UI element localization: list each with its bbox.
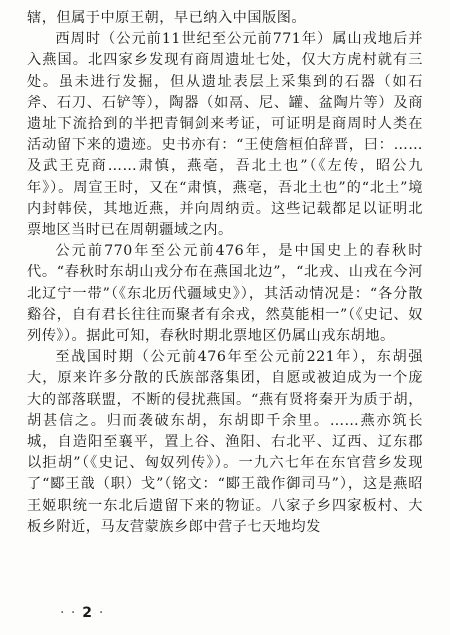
page-number: 2 (82, 605, 93, 621)
body-text (27, 8, 423, 538)
paragraph-western-zhou: 西周时（公元前11世纪至公元前771年）属山戎地后并入燕国。北四家乡发现有商周遗址七处，仅大方虎村就有三处。虽未进行发掘，但从遗址表层上采集到的石器（如石斧、石刀、石铲等），陶器（如鬲、尼、罐、盆陶片等）及商遗址下流拾到的半把青铜剑来考证，可证明是商周时人类在活动留下来的遗迹。史书亦有：“王使詹桓伯辞晋，曰：……及武王克商……肃慎，燕亳，吾北土也”（《左传，昭公九年》）。周宣王时，又在“肃慎，燕亳，吾北土也”的“北土”境内封韩侯，其地近燕，并向周纳贡。这些记载都足以证明北票地区当时已在周朝疆域之内。 (27, 31, 423, 239)
page-footer (60, 605, 104, 621)
footer-trailer: · (98, 605, 105, 621)
paragraph-continuation: 辖，但属于中原王朝，早已纳入中国版图。 (27, 10, 307, 26)
paragraph-spring-autumn: 公元前770年至公元前476年，是中国史上的春秋时代。“春秋时东胡山戎分布在燕国北边”，“北戎、山戎在今河北辽宁一带”（《东北历代疆域史》），其活动情况是：“各分散谿谷，自有君长往往而聚者有余戎，然莫能相一”（《史记、奴列传》）。据此可知，春秋时期北票地区仍属山戎东胡地。 (27, 243, 423, 345)
paragraph-warring-states: 至战国时期（公元前476年至公元前221年），东胡强大，原来许多分散的氏族部落集团，自愿或被迫成为一个庞大的部落联盟，不断的侵扰燕国。“燕有贤将秦开为质于胡，胡甚信之。归而袭破东胡，东胡即千余里。……燕亦筑长城，自造阳至襄平，置上谷、渔阳、右北平、辽西、辽东郡以拒胡”（《史记、匈奴列传》）。一九六七年在东官营乡发现了“郾王戠（职）戈”（铭文：“郾王戠作御司马”），这是燕昭王姬职统一东北后遗留下来的物证。八家子乡四家板村、大板乡附近，马友营蒙族乡郎中营子七天地均发 (27, 349, 423, 535)
footer-leader: · · (60, 605, 77, 621)
